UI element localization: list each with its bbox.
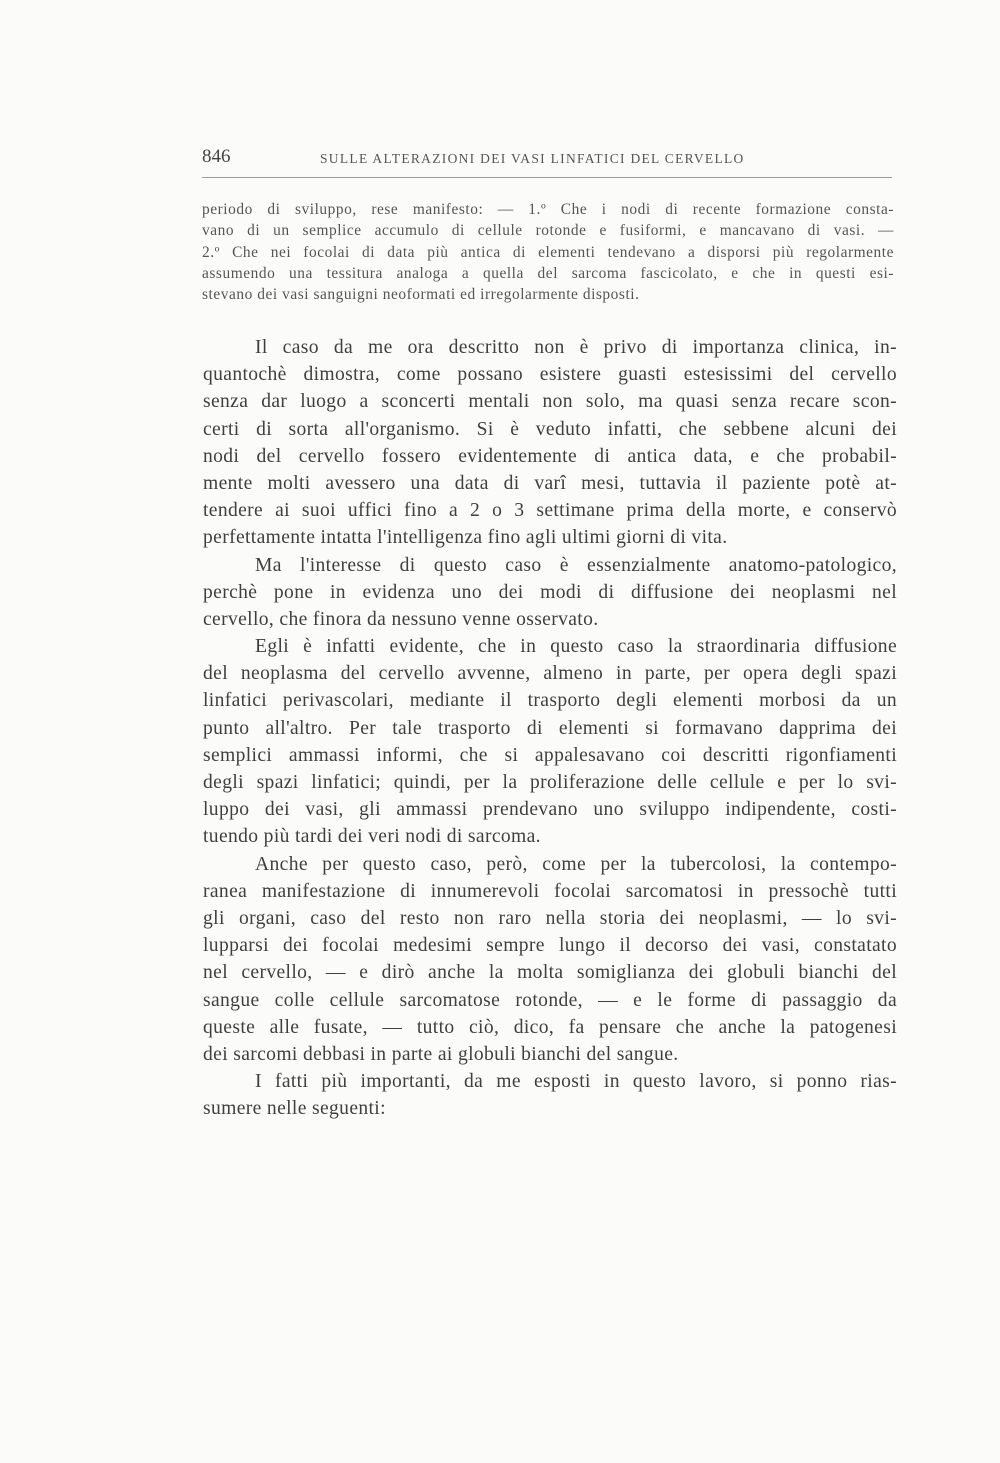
text-line: nel cervello, — e dirò anche la molta somiglianza dei globuli bianchi del: [203, 962, 897, 984]
text-line: luppo dei vasi, gli ammassi prendevano uno sviluppo indipendente, costi-: [203, 799, 897, 821]
text-line: lupparsi dei focolai medesimi sempre lungo il decorso dei vasi, constatato: [203, 935, 897, 957]
text-line: semplici ammassi informi, che si appalesavano coi descritti rigonfiamenti: [203, 744, 897, 766]
header-rule: [202, 177, 892, 178]
running-title: SULLE ALTERAZIONI DEI VASI LINFATICI DEL CERVELLO: [320, 151, 745, 166]
body-text: [203, 334, 897, 1122]
text-line: periodo di sviluppo, rese manifesto: — 1.º Che i nodi di recente formazione consta-: [202, 201, 894, 218]
text-line: perfettamente intatta l'intelligenza fino agli ultimi giorni di vita.: [203, 527, 728, 549]
text-line: linfatici perivascolari, mediante il trasporto degli elementi morbosi da un: [203, 690, 897, 712]
paragraph-3: [203, 633, 897, 851]
text-line: Egli è infatti evidente, che in questo caso la straordinaria diffusione: [255, 636, 897, 658]
paragraph-5: [203, 1068, 897, 1122]
text-line: degli spazi linfatici; quindi, per la proliferazione delle cellule e per lo svi-: [203, 772, 897, 793]
text-line: stevano dei vasi sanguigni neoformati ed irregolarmente disposti.: [202, 286, 640, 304]
text-line: sumere nelle seguenti:: [203, 1098, 386, 1120]
text-line: tendere ai suoi uffici fino a 2 o 3 settimane prima della morte, e conservò: [203, 500, 897, 522]
text-line: punto all'altro. Per tale trasporto di elementi si formavano dapprima dei: [203, 717, 897, 739]
text-line: 2.º Che nei focolai di data più antica di elementi tendevano a disporsi più regolarmente: [202, 243, 894, 261]
text-line: ranea manifestazione di innumerevoli focolai sarcomatosi in pressochè tutti: [203, 880, 897, 902]
paragraph-1: [203, 334, 897, 552]
text-line: Ma l'interesse di questo caso è essenzialmente anatomo-patologico,: [255, 554, 897, 576]
text-line: senza dar luogo a sconcerti mentali non solo, ma quasi senza recare scon-: [203, 391, 897, 413]
text-line: gli organi, caso del resto non raro nella storia dei neoplasmi, — lo svi-: [203, 907, 897, 929]
text-line: assumendo una tessitura analoga a quella del sarcoma fascicolato, e che in questi esi-: [202, 264, 894, 282]
text-line: mente molti avessero una data di varî mesi, tuttavia il paziente potè at-: [203, 472, 897, 494]
text-line: vano di un semplice accumulo di cellule rotonde e fusiformi, e mancavano di vasi. —: [202, 222, 894, 240]
text-line: cervello, che finora da nessuno venne osservato.: [203, 608, 599, 630]
text-line: dei sarcomi debbasi in parte ai globuli bianchi del sangue.: [203, 1043, 679, 1065]
small-print-paragraph: [202, 199, 894, 305]
text-line: I fatti più importanti, da me esposti in questo lavoro, si ponno rias-: [255, 1071, 897, 1093]
text-line: del neoplasma del cervello avvenne, almeno in parte, per opera degli spazi: [203, 663, 897, 685]
text-line: nodi del cervello fossero evidentemente di antica data, e che probabil-: [203, 445, 897, 467]
page-number: 846: [202, 146, 231, 167]
text-line: sangue colle cellule sarcomatose rotonde, — e le forme di passaggio da: [203, 989, 897, 1011]
paragraph-2: [203, 552, 897, 634]
running-head: [202, 146, 892, 172]
text-line: perchè pone in evidenza uno dei modi di diffusione dei neoplasmi nel: [203, 581, 897, 603]
text-line: queste alle fusate, — tutto ciò, dico, fa pensare che anche la patogenesi: [203, 1016, 897, 1038]
paragraph-4: [203, 851, 897, 1069]
text-line: tuendo più tardi dei veri nodi di sarcoma.: [203, 826, 541, 848]
text-line: certi di sorta all'organismo. Si è veduto infatti, che sebbene alcuni dei: [203, 418, 897, 440]
text-line: Anche per questo caso, però, come per la tubercolosi, la contempo-: [255, 853, 897, 875]
text-line: Il caso da me ora descritto non è privo di importanza clinica, in-: [255, 337, 897, 358]
text-line: quantochè dimostra, come possano esistere guasti estesissimi del cervello: [203, 364, 897, 386]
